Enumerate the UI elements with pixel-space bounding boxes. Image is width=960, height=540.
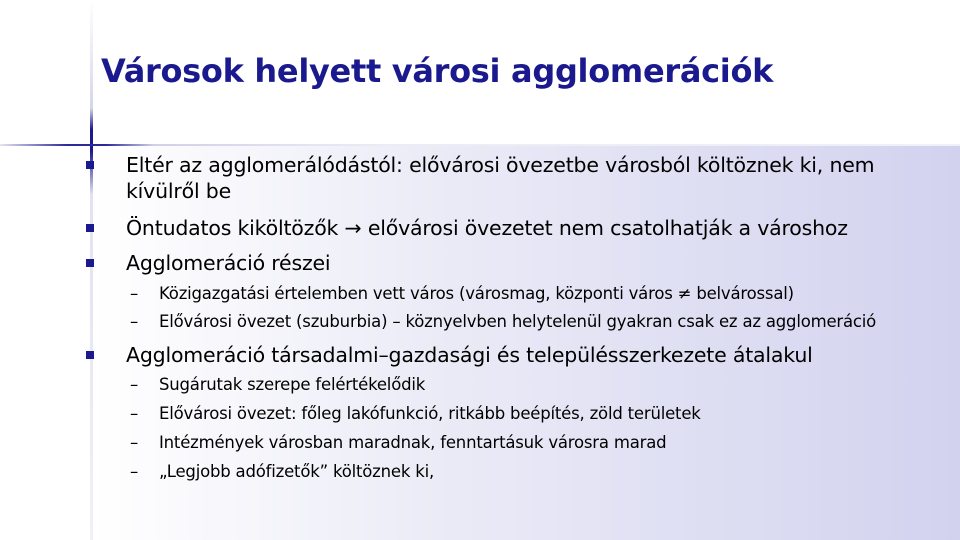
bullet-text: Öntudatos kiköltözők → elővárosi övezetet nem csatolhatják a városhoz [126, 216, 848, 240]
sub-bullet-text: „Legjobb adófizetők” költöznek ki, [159, 462, 435, 481]
sub-bullet-text: Sugárutak szerepe felértékelődik [159, 375, 426, 394]
sub-bullet-item [130, 432, 950, 454]
bullet-text: Agglomeráció részei [126, 251, 331, 275]
sub-bullet-item [130, 461, 950, 483]
dash-bullet-icon: – [130, 433, 139, 452]
sub-bullet-item [130, 374, 950, 396]
bullet-text: Agglomeráció társadalmi–gazdasági és településszerkezete átalakul [126, 343, 813, 367]
square-bullet-icon [86, 161, 94, 169]
sub-bullet-text: Elővárosi övezet: főleg lakófunkció, ritkább beépítés, zöld területek [159, 404, 701, 423]
dash-bullet-icon: – [130, 462, 139, 481]
dash-bullet-icon: – [130, 312, 139, 331]
bullet-item [86, 250, 926, 276]
square-bullet-icon [86, 259, 94, 267]
bullet-item [86, 342, 926, 368]
dash-bullet-icon: – [130, 404, 139, 423]
sub-bullet-item [130, 311, 950, 333]
bullet-item [86, 152, 926, 204]
slide-title: Városok helyett városi agglomerációk [101, 52, 774, 90]
sub-bullet-text: Intézmények városban maradnak, fenntartásuk városra marad [159, 433, 667, 452]
bullet-item [86, 215, 926, 241]
dash-bullet-icon: – [130, 375, 139, 394]
dash-bullet-icon: – [130, 284, 139, 303]
square-bullet-icon [86, 224, 94, 232]
sub-bullet-item [130, 403, 950, 425]
bullet-text: Eltér az agglomerálódástól: elővárosi övezetbe városból költöznek ki, nem kívülről be [126, 153, 875, 203]
sub-bullet-text: Közigazgatási értelemben vett város (városmag, központi város ≠ belvárossal) [159, 284, 794, 303]
sub-bullet-item [130, 283, 950, 305]
sub-bullet-text: Elővárosi övezet (szuburbia) – köznyelvben helytelenül gyakran csak ez az agglomeráció [159, 312, 877, 331]
square-bullet-icon [86, 351, 94, 359]
